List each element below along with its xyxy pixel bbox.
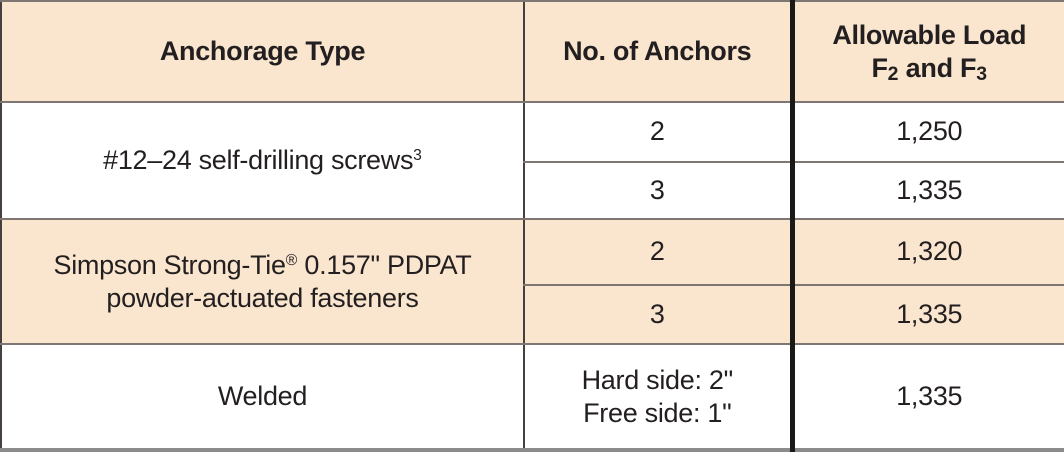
- table-row: [1, 102, 1064, 162]
- cell-anchors-welded: [524, 344, 792, 450]
- welded-anchors-line2: Free side: 1": [583, 397, 732, 428]
- cell-anchors: 3: [524, 162, 792, 219]
- screws-label: #12–24 self-drilling screws: [103, 145, 414, 176]
- pdpat-label-line1: [8, 249, 517, 282]
- cell-anchorage-type-screws: [1, 102, 524, 219]
- f2-subscript: 2: [887, 62, 899, 85]
- header-allowable-load-line2: [801, 52, 1059, 85]
- and-text: and: [898, 52, 960, 83]
- cell-load: 1,335: [792, 285, 1064, 345]
- header-allowable-load: [792, 1, 1064, 102]
- header-allowable-load-line1: Allowable Load: [832, 19, 1027, 50]
- header-anchorage-type: Anchorage Type: [1, 1, 524, 102]
- f3-symbol: F: [960, 52, 977, 83]
- table-row: [1, 344, 1064, 450]
- registered-trademark-symbol: ®: [285, 252, 298, 270]
- pdpat-size-text: 0.157" PDPAT: [297, 249, 472, 280]
- cell-load: 1,335: [792, 162, 1064, 219]
- cell-anchorage-type-welded: Welded: [1, 344, 524, 450]
- cell-load: 1,320: [792, 219, 1064, 285]
- screws-footnote-superscript: 3: [413, 147, 422, 165]
- cell-anchors: 3: [524, 285, 792, 345]
- table-row: [1, 219, 1064, 285]
- welded-anchors-line1: Hard side: 2": [581, 364, 733, 395]
- cell-anchorage-type-pdpat: [1, 219, 524, 344]
- cell-anchors: 2: [524, 102, 792, 162]
- header-no-of-anchors: No. of Anchors: [524, 1, 792, 102]
- pdpat-label-line2: powder-actuated fasteners: [106, 282, 419, 313]
- cell-load: 1,335: [792, 344, 1064, 450]
- cell-load: 1,250: [792, 102, 1064, 162]
- pdpat-brand-text: Simpson Strong-Tie: [53, 249, 286, 280]
- table-header-row: [1, 1, 1064, 102]
- cell-anchors: 2: [524, 219, 792, 285]
- f3-subscript: 3: [976, 62, 988, 85]
- f2-symbol: F: [871, 52, 888, 83]
